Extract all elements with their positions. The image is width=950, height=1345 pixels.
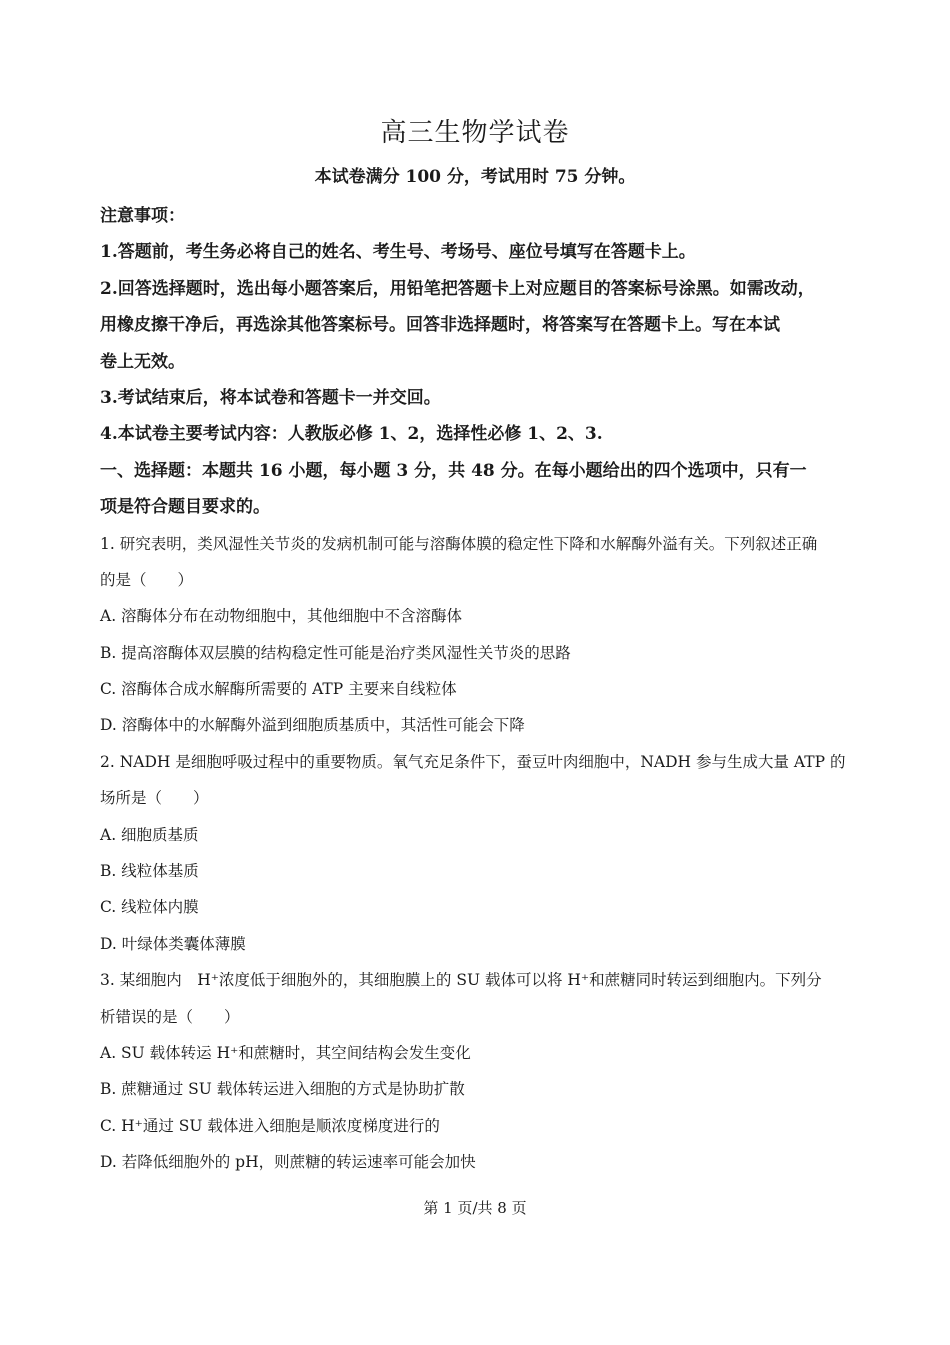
option-c: C. H⁺通过 SU 载体进入细胞是顺浓度梯度进行的 — [100, 1116, 440, 1135]
question-stem: 2. NADH 是细胞呼吸过程中的重要物质。氧气充足条件下，蚕豆叶肉细胞中，NADH 参与生成大量 ATP 的 — [100, 752, 846, 771]
notice-item: 2.回答选择题时，选出每小题答案后，用铅笔把答题卡上对应题目的答案标号涂黑。如需改动， — [100, 278, 815, 299]
notice-item: 1.答题前，考生务必将自己的姓名、考生号、考场号、座位号填写在答题卡上。 — [100, 242, 696, 263]
question-2 — [100, 744, 870, 962]
option-a: A. SU 载体转运 H⁺和蔗糖时，其空间结构会发生变化 — [100, 1043, 471, 1062]
option-a: A. 细胞质基质 — [100, 825, 199, 844]
option-b: B. 提高溶酶体双层膜的结构稳定性可能是治疗类风湿性关节炎的思路 — [100, 643, 571, 662]
notice-item: 卷上无效。 — [100, 351, 185, 372]
notice-item: 用橡皮擦干净后，再选涂其他答案标号。回答非选择题时，将答案写在答题卡上。写在本试 — [100, 315, 780, 336]
question-stem: 析错误的是（ ） — [100, 1007, 240, 1026]
option-b: B. 蔗糖通过 SU 载体转运进入细胞的方式是协助扩散 — [100, 1080, 465, 1099]
question-stem: 场所是（ ） — [100, 789, 209, 808]
section-heading: 一、选择题：本题共 16 小题，每小题 3 分，共 48 分。在每小题给出的四个选项中，只有一 — [100, 460, 807, 481]
page-number: 第 1 页/共 8 页 — [423, 1199, 527, 1217]
section-heading-cont: 项是符合题目要求的。 — [100, 497, 270, 518]
option-a: A. 溶酶体分布在动物细胞中，其他细胞中不含溶酶体 — [100, 607, 463, 626]
exam-subtitle: 本试卷满分 100 分，考试用时 75 分钟。 — [314, 167, 636, 187]
notice-item: 3.考试结束后，将本试卷和答题卡一并交回。 — [100, 387, 441, 408]
page-title: 高三生物学试卷 — [380, 118, 570, 148]
option-b: B. 线粒体基质 — [100, 862, 199, 881]
option-d: D. 若降低细胞外的 pH，则蔗糖的转运速率可能会加快 — [100, 1153, 476, 1172]
option-d: D. 叶绿体类囊体薄膜 — [100, 934, 246, 953]
question-stem: 1. 研究表明，类风湿性关节炎的发病机制可能与溶酶体膜的稳定性下降和水解酶外溢有关。下列叙述正确 — [100, 534, 818, 553]
option-c: C. 溶酶体合成水解酶所需要的 ATP 主要来自线粒体 — [100, 680, 457, 699]
question-3 — [100, 962, 870, 1180]
question-stem: 的是（ ） — [100, 570, 194, 589]
exam-body — [100, 198, 870, 1181]
question-stem: 3. 某细胞内 H⁺浓度低于细胞外的，其细胞膜上的 SU 载体可以将 H⁺和蔗糖同时转运到细胞内。下列分 — [100, 971, 822, 990]
question-1 — [100, 526, 870, 744]
option-c: C. 线粒体内膜 — [100, 898, 199, 917]
notice-heading: 注意事项： — [100, 206, 185, 226]
option-d: D. 溶酶体中的水解酶外溢到细胞质基质中，其活性可能会下降 — [100, 716, 525, 735]
notice-item: 4.本试卷主要考试内容：人教版必修 1、2，选择性必修 1、2、3. — [100, 424, 603, 445]
